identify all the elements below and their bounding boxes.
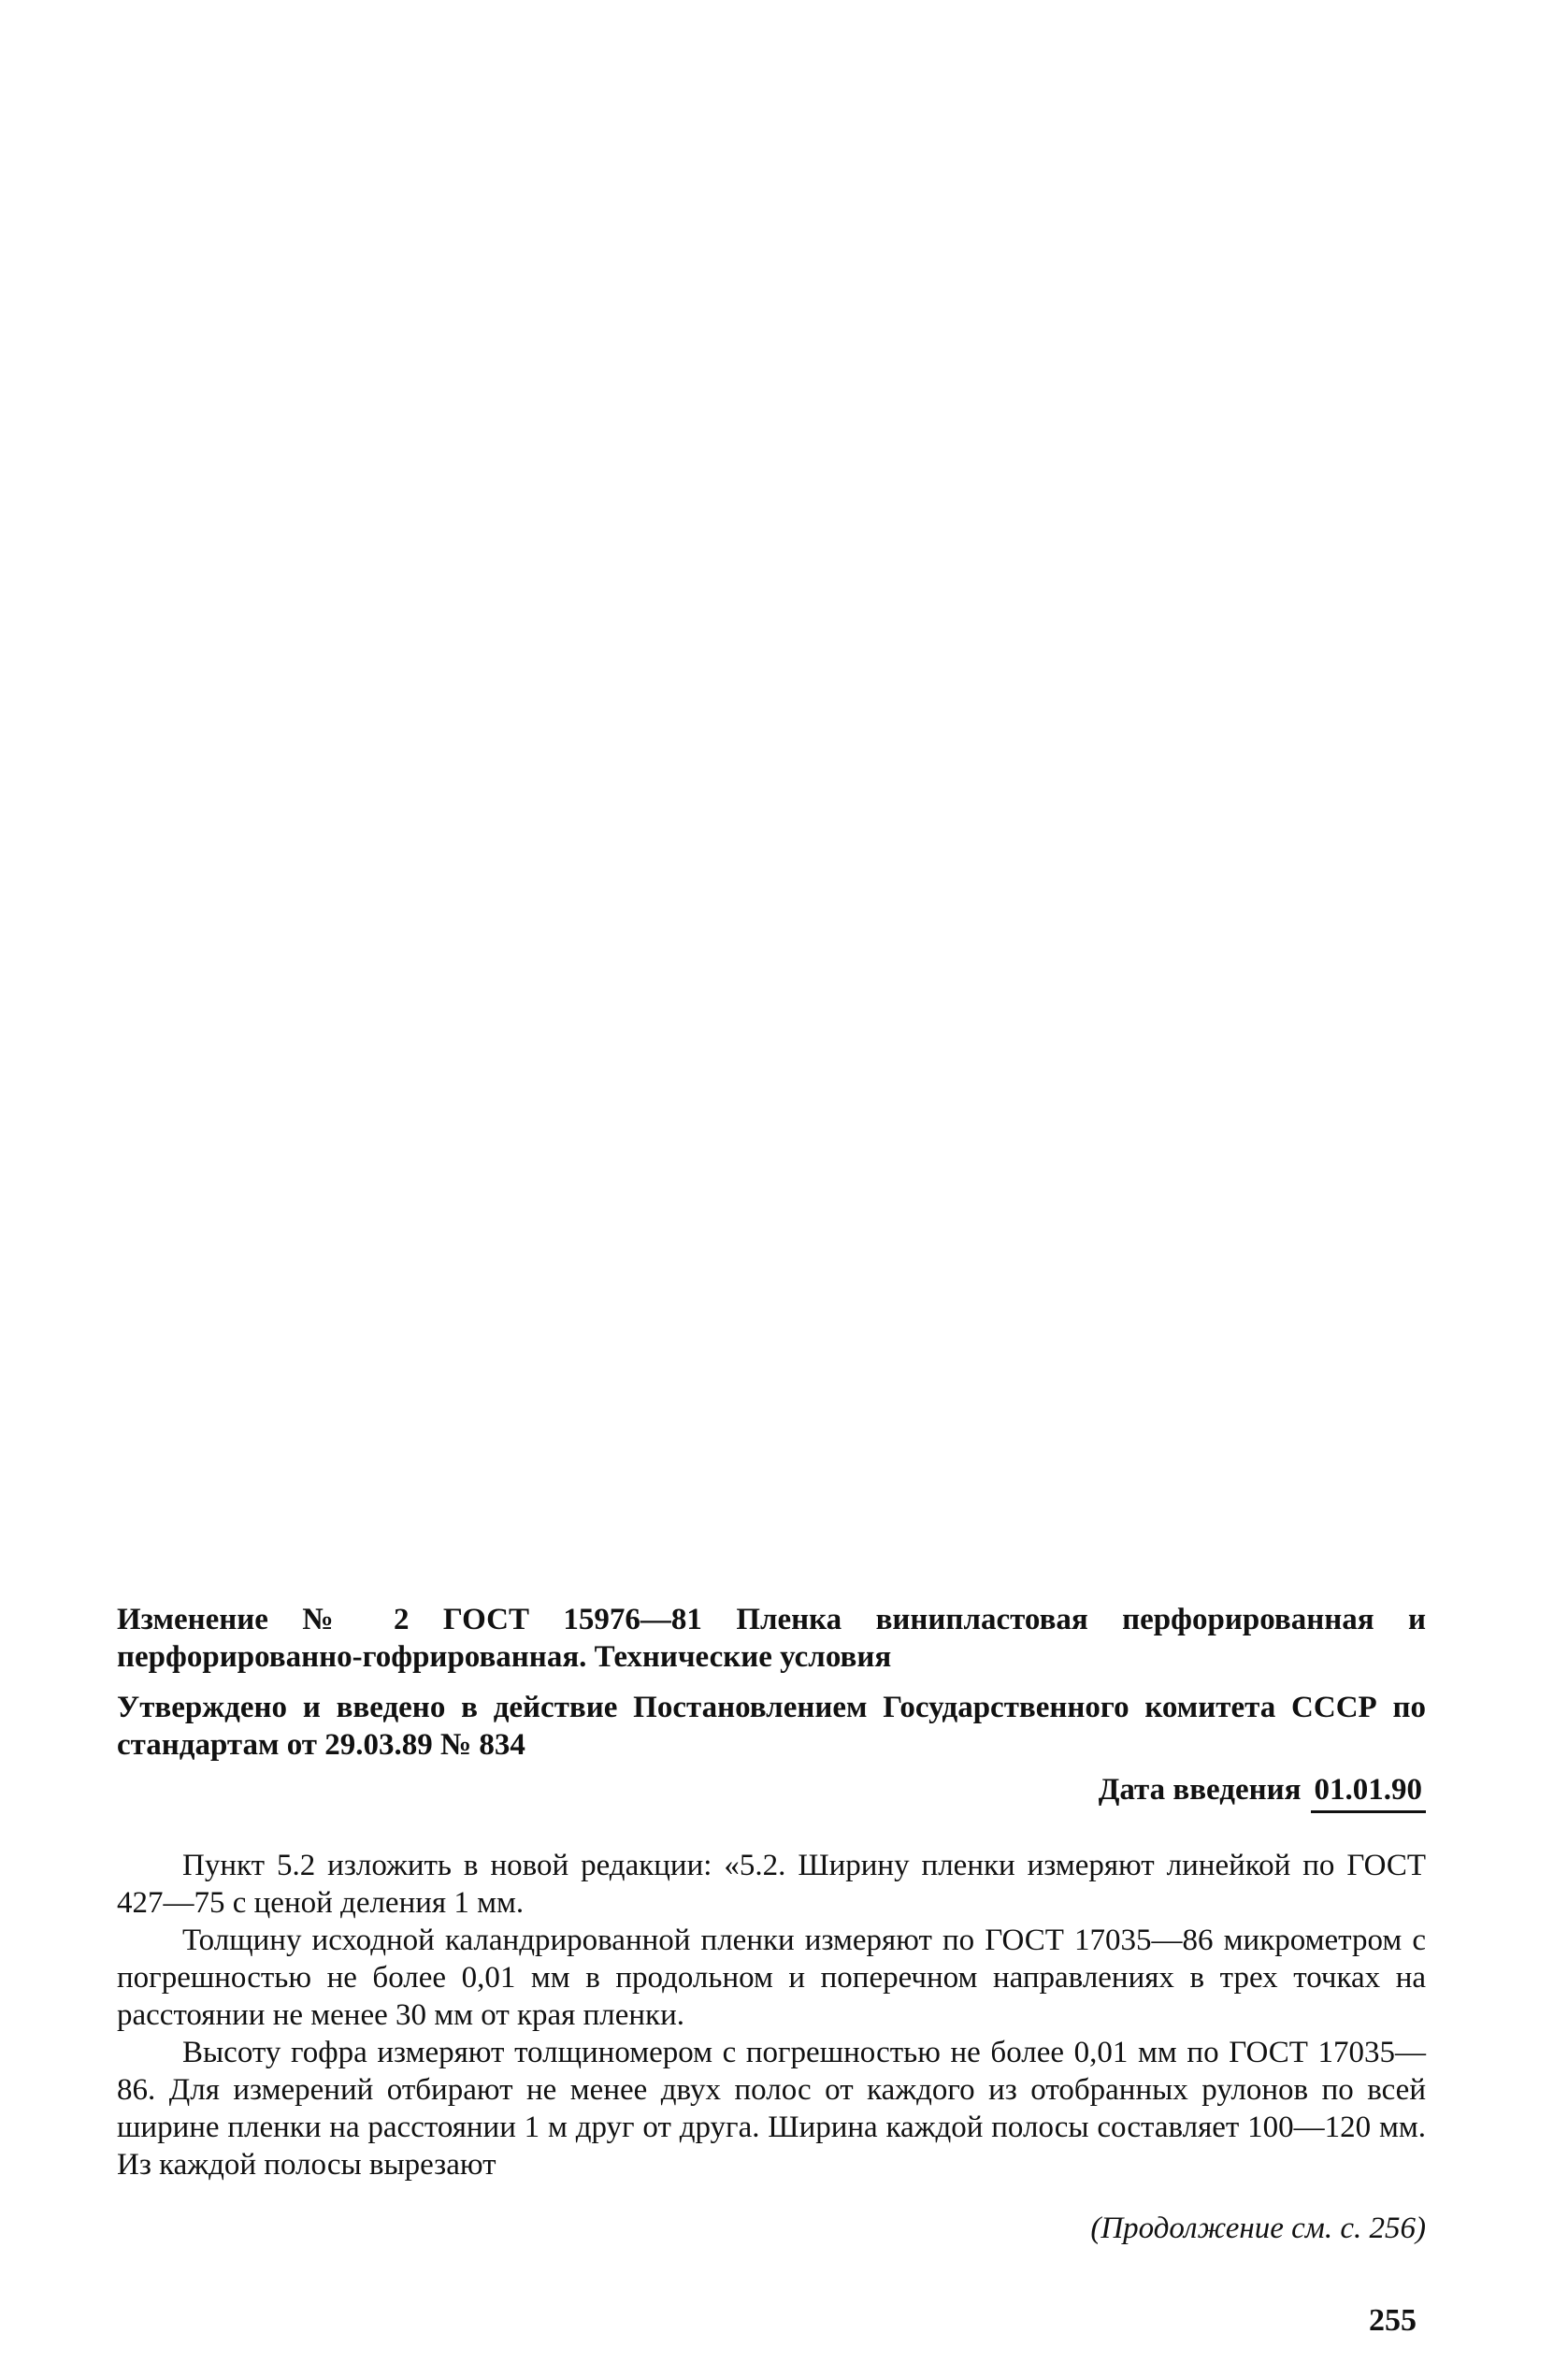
approval-statement: Утверждено и введено в действие Постановлением Государственного комитета СССР по стандартам от 29.03.89 № 834 <box>117 1691 1426 1762</box>
paragraph: Высоту гофра измеряют толщиномером с погрешностью не более 0,01 мм по ГОСТ 17035—86. Для измерений отбирают не менее двух полос от каждого из отобранных рулонов по всей ширине пленки на расстоянии 1 м друг от друга. Ширина каждой полосы составляет 100—120 мм. Из каждой полосы вырезают <box>117 2036 1426 2182</box>
paragraph: Толщину исходной каландрированной пленки измеряют по ГОСТ 17035—86 микрометром с погрешностью не более 0,01 мм в продольном и поперечном направлениях в трех точках на расстоянии не менее 30 мм от края пленки. <box>117 1924 1426 2032</box>
amendment-body <box>117 1847 1426 2183</box>
amendment-block <box>117 1601 1426 2247</box>
effective-date-row <box>117 1771 1426 1813</box>
effective-date-label: Дата введения <box>1098 1773 1302 1807</box>
amendment-title: Изменение № 2 ГОСТ 15976—81 Пленка винипластовая перфорированная и перфорированно-гофрированная. Технические условия <box>117 1603 1426 1674</box>
page-number: 255 <box>1369 2303 1417 2338</box>
continuation-note: (Продолжение см. с. 256) <box>1090 2212 1426 2245</box>
paragraph: Пункт 5.2 изложить в новой редакции: «5.2. Ширину пленки измеряют линейкой по ГОСТ 427—75 с ценой деления 1 мм. <box>117 1849 1426 1920</box>
effective-date-value: 01.01.90 <box>1311 1771 1427 1813</box>
